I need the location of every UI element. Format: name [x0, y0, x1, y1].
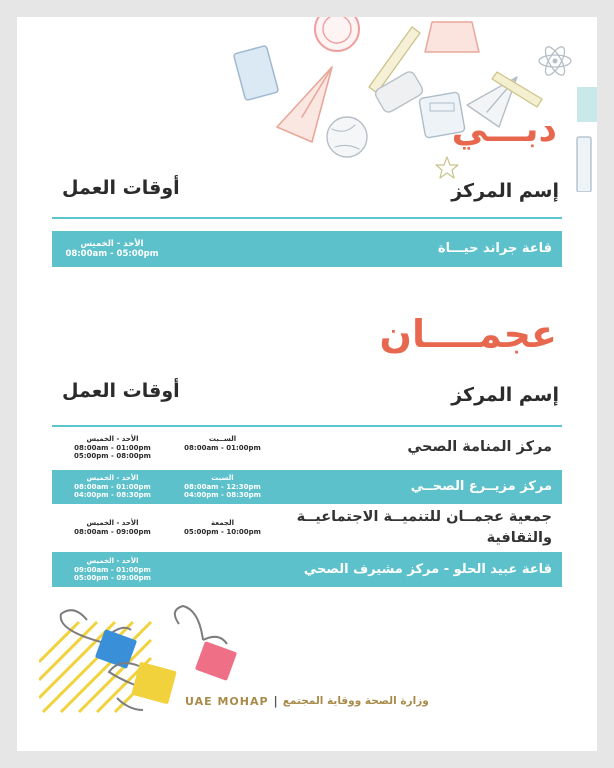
dubai-title: دبـــي [451, 109, 557, 150]
dubai-row-1 [52, 231, 562, 267]
dubai-divider [52, 217, 562, 219]
schedule-saturday [180, 435, 265, 452]
diagonal-stripes [39, 622, 151, 712]
schedule-day: الأحد - الخميس [86, 435, 139, 443]
schedule-day: الأحد - الخميس [86, 557, 139, 565]
brand-arabic: وزارة الصحة ووقاية المجتمع [282, 695, 429, 707]
yellow-clip-icon [109, 662, 177, 710]
binder-clips-illustration [39, 602, 259, 742]
center-name: جمعية عجمــان للتنميــة الاجتماعيــة والثقافية [296, 509, 552, 546]
ajman-row-1 [52, 429, 562, 469]
schedule-day: الأحد - الخميس [86, 519, 139, 527]
schedule-time: 08:00am - 05:00pm [65, 249, 159, 259]
center-name: مركز المنامة الصحي [407, 439, 552, 455]
schedule-day: الجمعة [211, 519, 234, 527]
atom-icon [539, 44, 571, 78]
ajman-divider [52, 425, 562, 427]
schedule-time: 04:00pm - 08:30pm [184, 491, 261, 499]
ajman-center-header: إسم المركز [451, 384, 559, 406]
schedule-day: الأحد - الخميس [86, 474, 139, 482]
star-icon [436, 157, 458, 178]
schedule-weekdays [70, 435, 155, 461]
schedule-time: 05:00pm - 09:00pm [74, 574, 151, 582]
dubai-center-header: إسم المركز [451, 180, 559, 202]
schedule-time: 09:00am - 01:00pm [74, 565, 151, 574]
brand-separator: | [273, 694, 278, 708]
schedule-weekdays [70, 557, 155, 583]
schedule-time: 05:00pm - 10:00pm [184, 527, 261, 536]
schedule-time: 08:00am - 09:00pm [74, 527, 151, 536]
alarm-clock-icon [315, 17, 359, 51]
schedule-saturday [180, 474, 265, 500]
ajman-title: عجمــــان [379, 312, 557, 356]
flyer-card [17, 17, 597, 751]
schedule-day: الأحد - الخميس [80, 239, 144, 249]
schedule-time: 08:00am - 01:00pm [74, 443, 151, 452]
brand-english: UAE MOHAP [185, 694, 269, 708]
ruler-icon [577, 137, 591, 192]
center-name: قاعة جراند حيـــاة [437, 241, 552, 256]
ajman-hours-header: أوقات العمل [62, 380, 180, 402]
ajman-row-3 [52, 507, 562, 551]
schedule-time: 08:00am - 01:00pm [184, 443, 261, 452]
paper-plane-icon [277, 67, 332, 142]
schedule-weekdays [62, 239, 162, 259]
teal-shape-icon [577, 87, 597, 122]
schedule-day: الســبت [208, 435, 237, 443]
schedule-friday [180, 519, 265, 536]
footer-brand [185, 694, 429, 708]
school-supplies-decoration [217, 17, 597, 192]
center-name: قاعة عبيد الحلو - مركز مشيرف الصحي [303, 562, 552, 577]
globe-icon [327, 117, 367, 157]
dubai-hours-header: أوقات العمل [62, 177, 180, 199]
schedule-time: 05:00pm - 08:00pm [74, 452, 151, 460]
center-name: مركز مزيــرع الصحــي [410, 479, 552, 494]
ajman-row-4 [52, 552, 562, 587]
schedule-day: السبت [211, 474, 234, 482]
lamp-icon [425, 22, 479, 52]
ajman-row-2 [52, 470, 562, 504]
pink-clip-icon [175, 606, 237, 681]
schedule-time: 04:00pm - 08:30pm [74, 491, 151, 499]
schedule-time: 08:00am - 12:30pm [184, 482, 261, 491]
schedule-weekdays [70, 519, 155, 536]
schedule-time: 08:00am - 01:00pm [74, 482, 151, 491]
schedule-weekdays [70, 474, 155, 500]
bookmark-icon [233, 45, 278, 100]
